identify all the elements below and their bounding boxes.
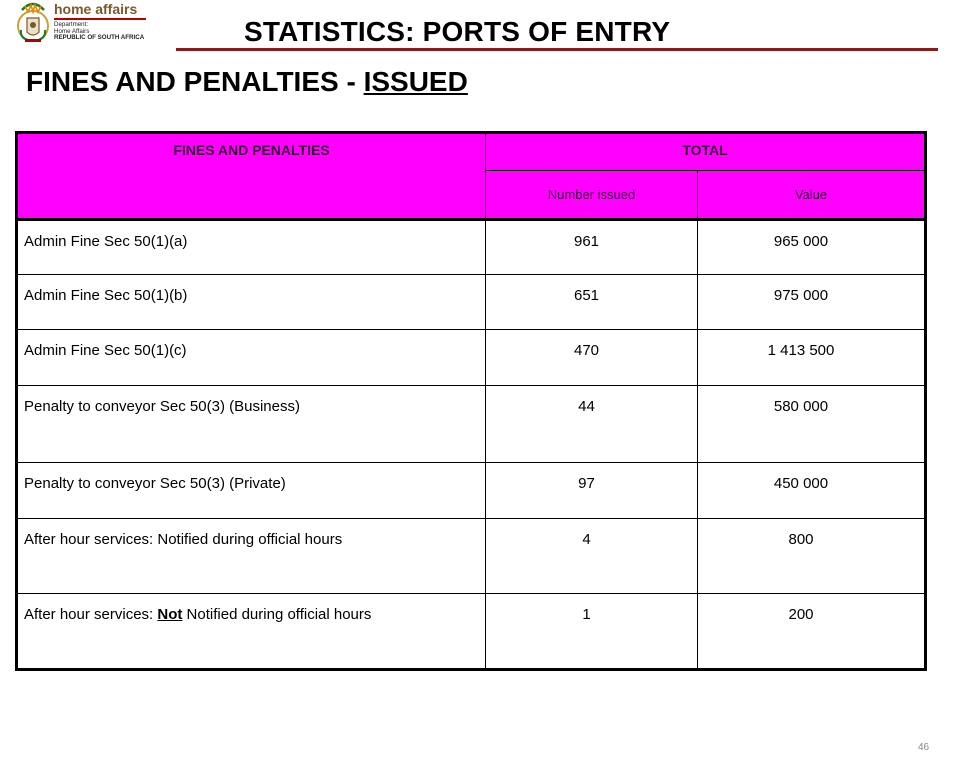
fines-table	[15, 131, 927, 671]
row-value: 965 000	[698, 220, 926, 275]
row-number: 97	[486, 463, 698, 519]
logo-dept-line2: Home Affairs	[54, 27, 90, 35]
row-number: 961	[486, 220, 698, 275]
row-value: 580 000	[698, 386, 926, 463]
subtitle-prefix: FINES AND PENALTIES -	[26, 66, 364, 97]
row-number: 651	[486, 275, 698, 330]
col-header-fines: FINES AND PENALTIES	[17, 133, 486, 220]
row-number: 470	[486, 330, 698, 386]
logo-dept-line3: REPUBLIC OF SOUTH AFRICA	[54, 34, 145, 42]
page-subtitle	[26, 66, 468, 98]
table-header-row	[17, 133, 926, 171]
row-value: 975 000	[698, 275, 926, 330]
row-number: 4	[486, 519, 698, 594]
row-label-after: Notified during official hours	[182, 606, 372, 623]
title-divider	[176, 48, 938, 51]
logo-dept-line1: Department:	[54, 21, 89, 28]
row-number: 44	[486, 386, 698, 463]
table-row	[17, 463, 926, 519]
row-value: 200	[698, 594, 926, 670]
table-row	[17, 519, 926, 594]
col-header-number-issued: Number issued	[486, 171, 698, 220]
row-label: After hour services: Notified during official hours	[17, 519, 486, 594]
col-header-total: TOTAL	[486, 133, 926, 171]
coat-of-arms-icon	[16, 0, 50, 44]
row-label: Admin Fine Sec 50(1)(b)	[17, 275, 486, 330]
row-value: 1 413 500	[698, 330, 926, 386]
row-label-before: After hour services:	[24, 606, 158, 623]
page-number: 46	[918, 742, 930, 753]
home-affairs-logo	[16, 0, 146, 46]
table-row	[17, 386, 926, 463]
row-label	[17, 594, 486, 670]
logo-text	[54, 2, 146, 42]
page-title: STATISTICS: PORTS OF ENTRY	[244, 16, 671, 47]
row-label: Admin Fine Sec 50(1)(c)	[17, 330, 486, 386]
row-label: Penalty to conveyor Sec 50(3) (Private)	[17, 463, 486, 519]
row-label-emphasis: Not	[157, 606, 183, 623]
col-header-value: Value	[698, 171, 926, 220]
row-number: 1	[486, 594, 698, 670]
table-row	[17, 594, 926, 670]
logo-rule	[54, 18, 146, 20]
row-value: 800	[698, 519, 926, 594]
row-label: Penalty to conveyor Sec 50(3) (Business)	[17, 386, 486, 463]
row-label: Admin Fine Sec 50(1)(a)	[17, 220, 486, 275]
table-row	[17, 330, 926, 386]
table-row	[17, 275, 926, 330]
subtitle-underlined: ISSUED	[363, 66, 468, 97]
logo-brand: home affairs	[54, 1, 138, 17]
table-row	[17, 220, 926, 275]
row-value: 450 000	[698, 463, 926, 519]
